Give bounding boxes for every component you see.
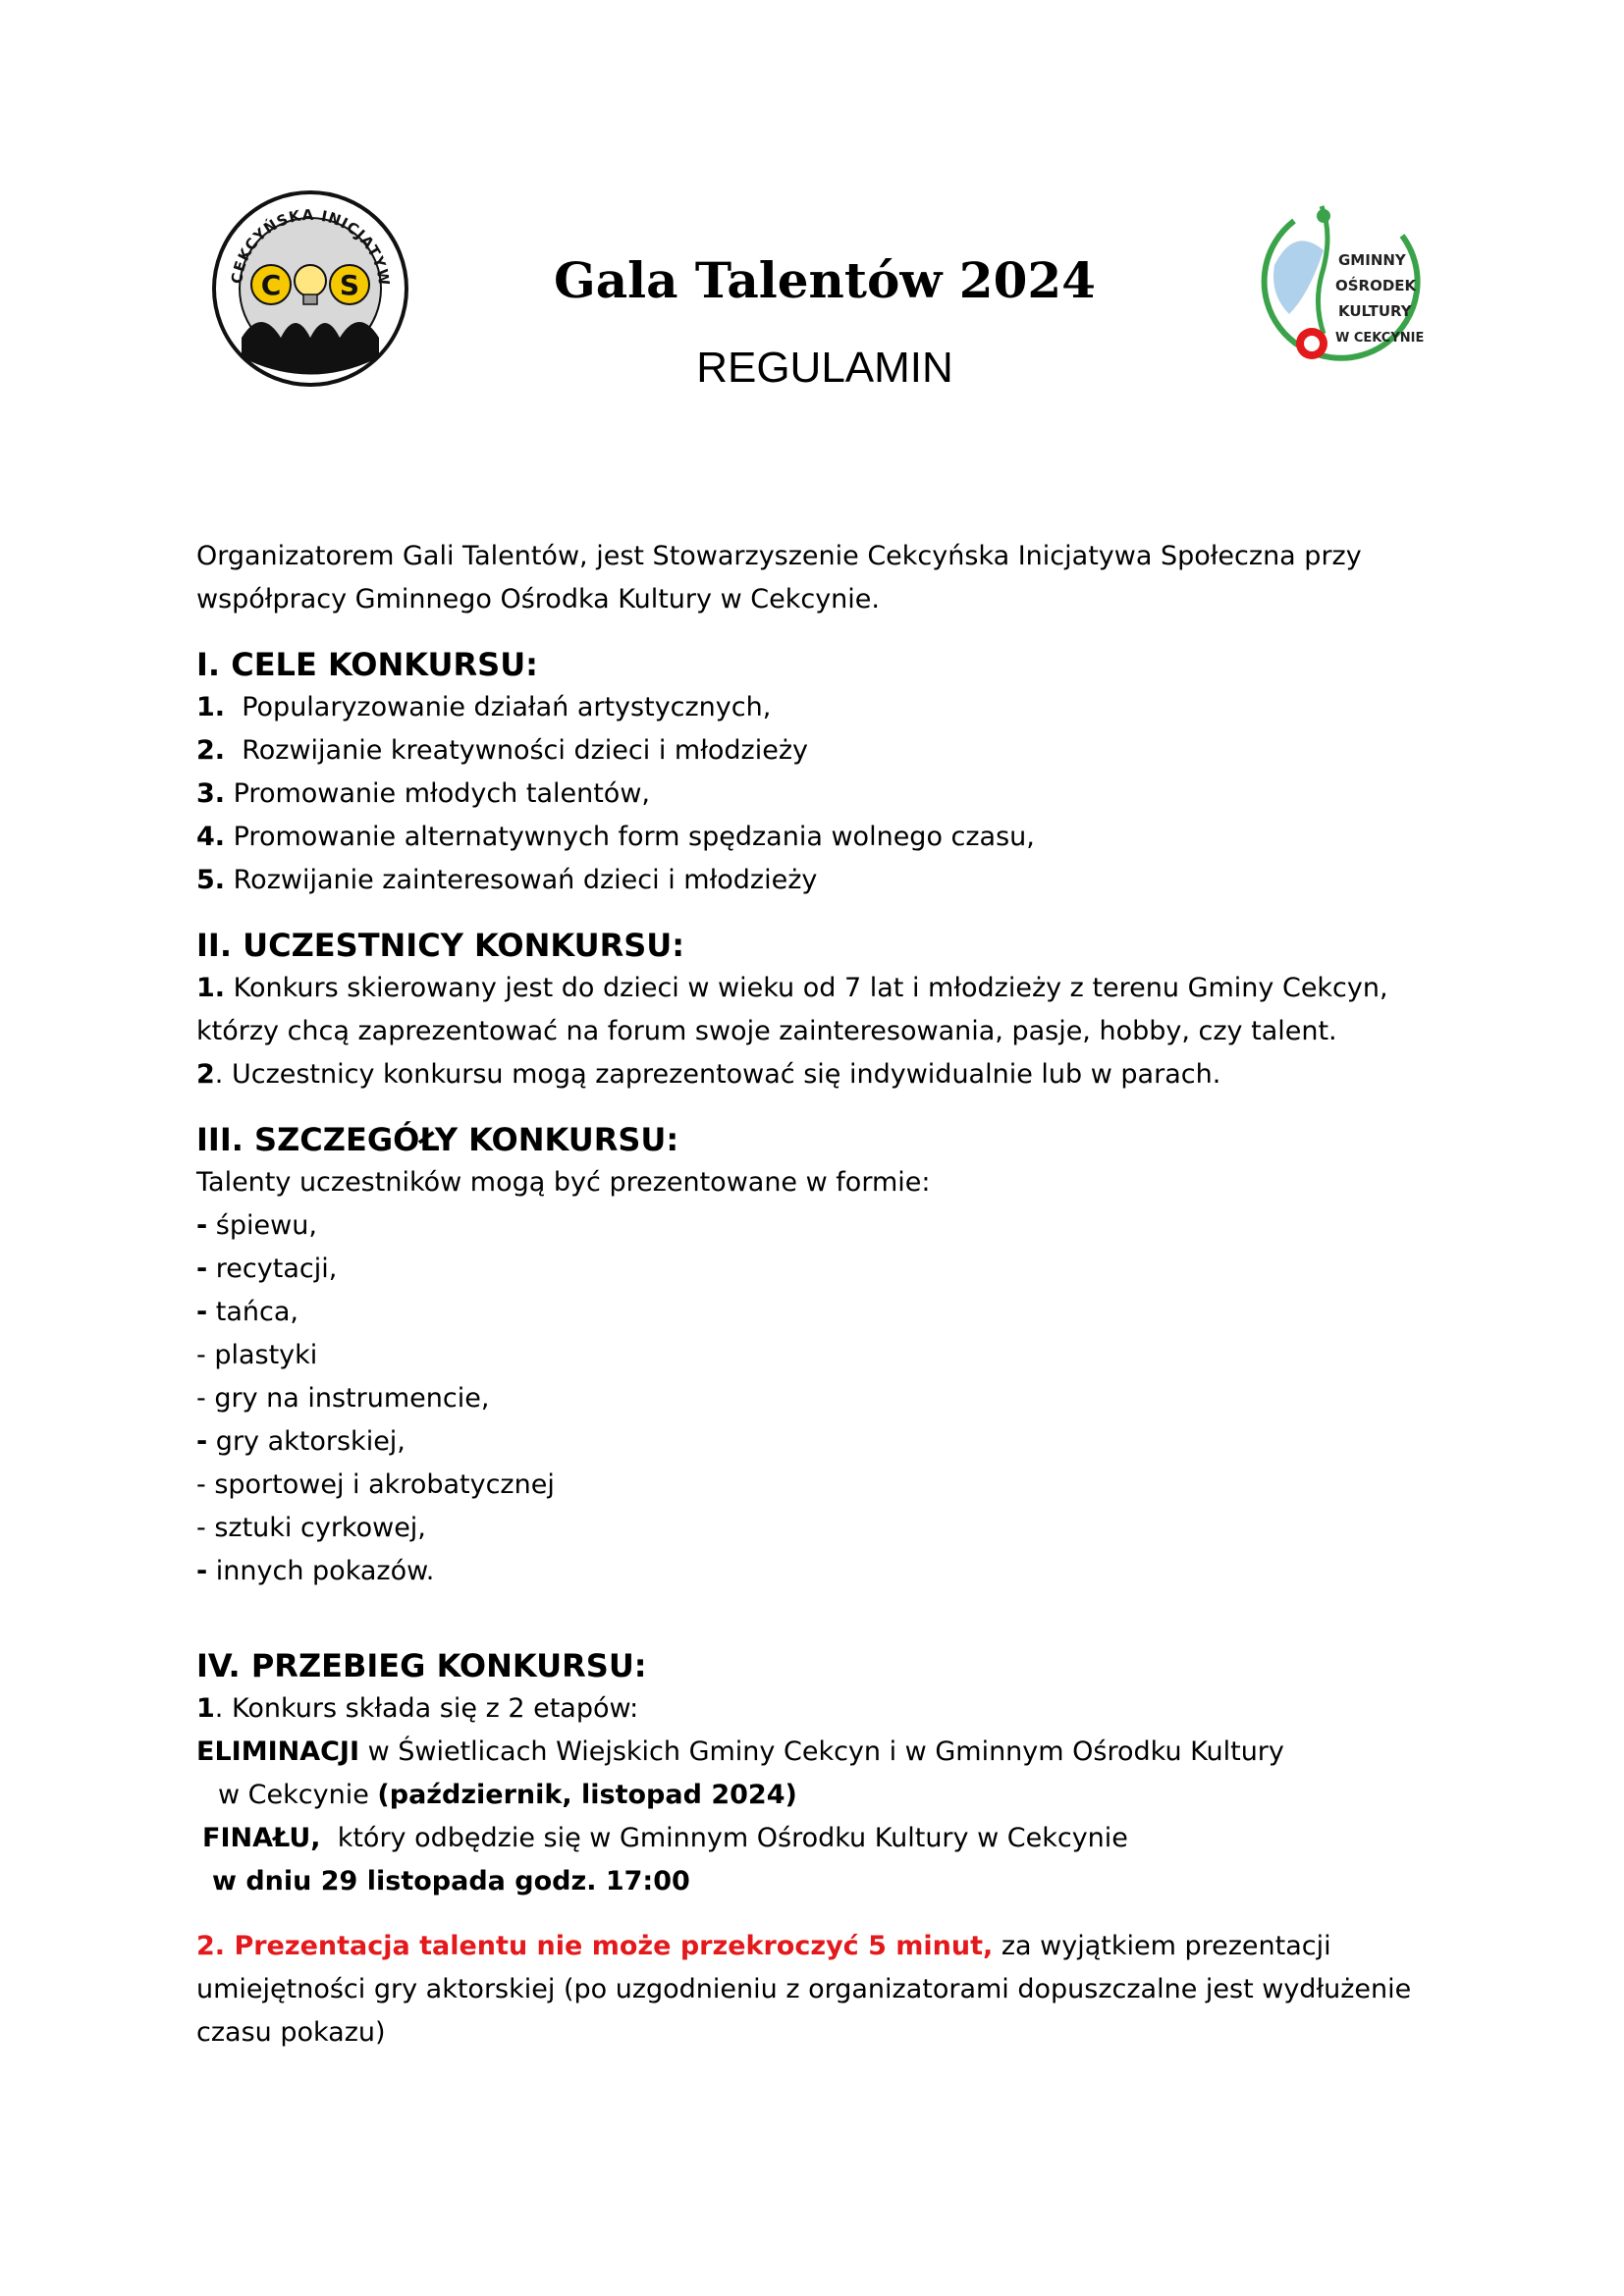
list-item: 1. Konkurs skierowany jest do dzieci w wieku od 7 lat i młodzieży z terenu Gminy Cekcyn, którzy chcą zaprezentować na forum swoje zainteresowania, pasje, hobby, czy talent. [196, 973, 1388, 1046]
list-item: - śpiewu, [196, 1210, 317, 1241]
section-participants [196, 924, 1473, 1096]
section-lead: Talenty uczestników mogą być prezentowane w formie: [196, 1167, 931, 1198]
list-item: - recytacji, [196, 1254, 338, 1284]
gok-line-4: W CEKCYNIE [1335, 331, 1425, 346]
list-item: - plastyki [196, 1340, 318, 1370]
document-body [196, 535, 1473, 2055]
document-title: Gala Talentów 2024 [554, 251, 1096, 309]
procedure-point-1: 1. Konkurs składa się z 2 etapów: [196, 1693, 639, 1724]
cis-logo-text: CEKCYŃSKA INICJATYW [228, 205, 394, 288]
list-item: - gry na instrumencie, [196, 1383, 490, 1414]
list-item: - sztuki cyrkowej, [196, 1513, 426, 1543]
cis-initial-s: S [339, 269, 360, 301]
cis-initial-c: C [260, 269, 282, 301]
gok-line-3: KULTURY [1338, 302, 1412, 320]
gok-line-1: GMINNY [1338, 251, 1406, 269]
document-subtitle: REGULAMIN [696, 344, 953, 392]
list-item: - innych pokazów. [196, 1556, 435, 1586]
list-item: - gry aktorskiej, [196, 1426, 406, 1457]
final-date: w dniu 29 listopada godz. 17:00 [212, 1866, 690, 1896]
list-item: 1. Popularyzowanie działań artystycznych, [196, 692, 772, 722]
section-heading: II. UCZESTNICY KONKURSU: [196, 927, 685, 964]
section-heading: I. CELE KONKURSU: [196, 646, 538, 683]
list-item: 3. Promowanie młodych talentów, [196, 778, 650, 809]
list-item: 2. Uczestnicy konkursu mogą zaprezentować się indywidualnie lub w parach. [196, 1059, 1221, 1090]
intro-paragraph: Organizatorem Gali Talentów, jest Stowarzyszenie Cekcyńska Inicjatywa Społeczna przy współpracy Gminnego Ośrodka Kultury w Cekcynie. [196, 541, 1362, 614]
list-item: 5. Rozwijanie zainteresowań dzieci i młodzieży [196, 865, 818, 895]
section-procedure [196, 1644, 1473, 2055]
section-heading: III. SZCZEGÓŁY KONKURSU: [196, 1121, 679, 1158]
procedure-point-2: 2. Prezentacja talentu nie może przekroczyć 5 minut, za wyjątkiem prezentacji umiejętności gry aktorskiej (po uzgodnieniu z organizatorami dopuszczalne jest wydłużenie czasu pokazu) [196, 1931, 1412, 2048]
list-item: - sportowej i akrobatycznej [196, 1469, 555, 1500]
list-item: 2. Rozwijanie kreatywności dzieci i młodzieży [196, 735, 808, 766]
gok-line-2: OŚRODEK [1335, 277, 1417, 294]
section-details [196, 1118, 1473, 1593]
elimination-stage: ELIMINACJI w Świetlicach Wiejskich Gminy Cekcyn i w Gminnym Ośrodku Kultury [196, 1736, 1284, 1767]
final-stage: FINAŁU, który odbędzie się w Gminnym Ośrodku Kultury w Cekcynie [202, 1823, 1128, 1853]
list-item: 4. Promowanie alternatywnych form spędzania wolnego czasu, [196, 822, 1035, 852]
section-goals [196, 643, 1473, 902]
section-heading: IV. PRZEBIEG KONKURSU: [196, 1647, 647, 1684]
elimination-stage-cont: w Cekcynie (październik, listopad 2024) [218, 1780, 797, 1810]
list-item: - tańca, [196, 1297, 299, 1327]
